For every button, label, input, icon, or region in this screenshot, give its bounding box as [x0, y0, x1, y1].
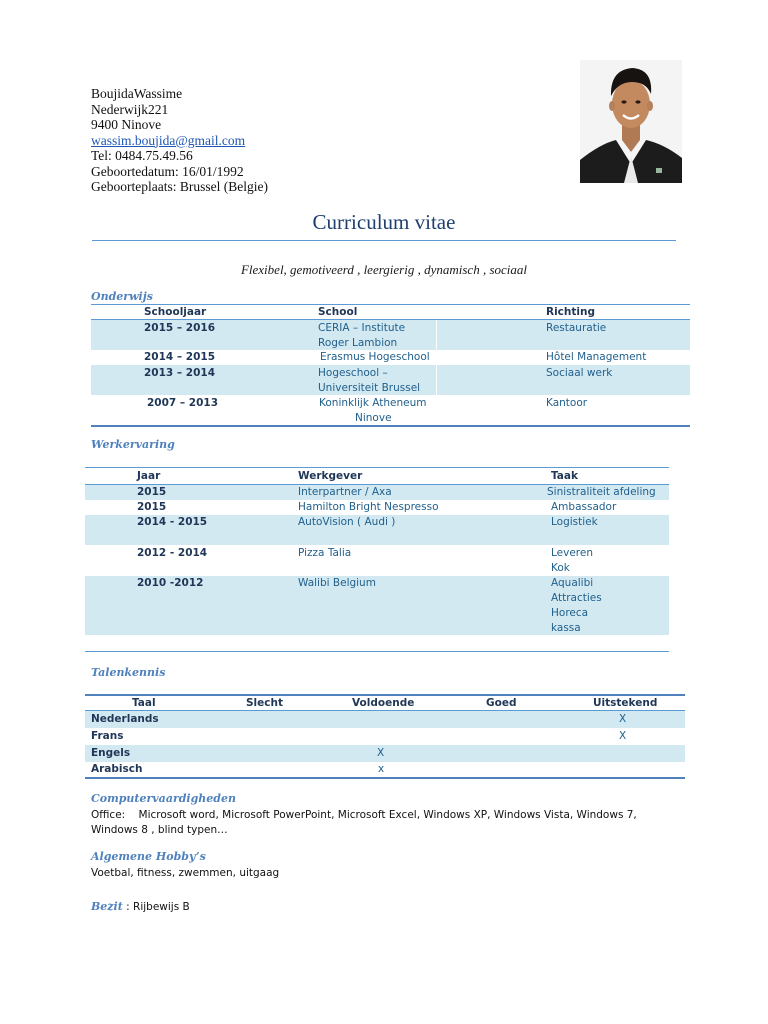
werkervaring-heading: Werkervaring [91, 438, 175, 451]
onderwijs-richting: Hôtel Management [546, 351, 647, 363]
hobbys-heading: Algemene Hobby’s [91, 850, 206, 863]
onderwijs-col-school: School [318, 306, 358, 318]
bezit-colon: : [122, 901, 134, 913]
onderwijs-richting: Sociaal werk [546, 367, 613, 379]
talenkennis-taal: Frans [91, 730, 124, 742]
onderwijs-year: 2014 – 2015 [144, 351, 216, 363]
werkervaring-col-jaar: Jaar [137, 470, 161, 482]
onderwijs-richting: Kantoor [546, 397, 588, 409]
onderwijs-year: 2015 – 2016 [144, 322, 216, 334]
bezit-value: Rijbewijs B [133, 901, 190, 913]
contact-city: 9400 Ninove [91, 117, 162, 132]
page-title: Curriculum vitae [312, 210, 456, 234]
bezit-label: Bezit [91, 900, 123, 913]
computer-text-line2: Windows 8 , blind typen… [91, 824, 228, 836]
werkervaring-taak: Attracties [551, 592, 602, 604]
werkervaring-taak: Logistiek [551, 516, 598, 528]
contact-phone: Tel: 0484.75.49.56 [91, 148, 193, 163]
werkervaring-top-rule [85, 467, 669, 468]
onderwijs-col-schooljaar: Schooljaar [144, 306, 207, 318]
contact-email-link[interactable]: wassim.boujida@gmail.com [91, 132, 246, 148]
talenkennis-col-goed: Goed [486, 697, 517, 709]
table-row [85, 745, 685, 762]
contact-birthdate: Geboortedatum: 16/01/1992 [91, 163, 244, 179]
werkervaring-taak: Horeca [551, 607, 589, 619]
talenkennis-mark: X [619, 730, 627, 742]
onderwijs-school: CERIA – Institute [318, 322, 406, 334]
talenkennis-mark: X [377, 747, 385, 759]
werkervaring-jaar: 2014 - 2015 [137, 516, 208, 528]
onderwijs-school: Universiteit Brussel [318, 382, 421, 394]
werkervaring-jaar: 2015 [137, 486, 167, 498]
werkervaring-bottom-rule [85, 651, 669, 652]
contact-block [91, 86, 268, 195]
talenkennis-col-uitstekend: Uitstekend [593, 697, 658, 709]
talenkennis-col-voldoende: Voldoende [352, 697, 415, 709]
onderwijs-school: Ninove [355, 412, 392, 424]
onderwijs-col-richting: Richting [546, 306, 595, 318]
werkervaring-taak: Ambassador [551, 501, 617, 513]
subtitle: Flexibel, gemotiveerd , leergierig , dynamisch , sociaal [240, 262, 528, 277]
werkervaring-werkgever: Hamilton Bright Nespresso [298, 501, 439, 513]
contact-birthplace: Geboorteplaats: Brussel (Belgie) [91, 179, 268, 194]
row-divider [436, 365, 437, 395]
werkervaring-jaar: 2012 - 2014 [137, 547, 208, 559]
contact-street: Nederwijk221 [91, 101, 169, 117]
werkervaring-werkgever: Interpartner / Axa [298, 486, 392, 498]
werkervaring-jaar: 2015 [137, 501, 167, 513]
onderwijs-bottom-rule [91, 425, 690, 427]
profile-photo [580, 60, 682, 183]
werkervaring-werkgever: Pizza Talia [298, 547, 352, 559]
computer-text-line1: Office: Microsoft word, Microsoft PowerPoint, Microsoft Excel, Windows XP, Windows Vista, Windows 7, [91, 809, 637, 821]
talenkennis-mark: x [378, 763, 385, 775]
talenkennis-bottom-rule [85, 777, 685, 779]
onderwijs-school: Hogeschool – [318, 367, 388, 379]
onderwijs-year: 2007 – 2013 [147, 397, 219, 409]
werkervaring-taak: Leveren [551, 547, 593, 559]
werkervaring-taak: Kok [551, 562, 570, 574]
werkervaring-col-taak: Taak [551, 470, 578, 482]
werkervaring-taak: Aqualibi [551, 577, 594, 589]
bezit-line [91, 895, 190, 915]
talenkennis-col-taal: Taal [132, 697, 156, 709]
werkervaring-taak: Sinistraliteit afdeling [547, 486, 656, 498]
onderwijs-school: Roger Lambion [318, 337, 398, 349]
hobbys-text: Voetbal, fitness, zwemmen, uitgaag [91, 867, 280, 879]
onderwijs-school: Erasmus Hogeschool [320, 351, 430, 363]
werkervaring-col-werkgever: Werkgever [298, 470, 363, 482]
werkervaring-werkgever: AutoVision ( Audi ) [298, 516, 396, 528]
talenkennis-taal: Engels [91, 747, 131, 759]
contact-name: BoujidaWassime [91, 86, 183, 101]
onderwijs-heading: Onderwijs [91, 290, 153, 303]
talenkennis-col-slecht: Slecht [246, 697, 284, 709]
talenkennis-taal: Arabisch [91, 763, 143, 775]
werkervaring-taak: kassa [551, 622, 581, 634]
table-row [85, 711, 685, 728]
computer-heading: Computervaardigheden [91, 792, 236, 805]
werkervaring-jaar: 2010 -2012 [137, 577, 204, 589]
talenkennis-heading: Talenkennis [91, 666, 166, 679]
talenkennis-taal: Nederlands [91, 713, 159, 725]
onderwijs-year: 2013 – 2014 [144, 367, 216, 379]
row-divider [436, 320, 437, 350]
title-divider [92, 240, 676, 241]
onderwijs-school: Koninklijk Atheneum [319, 397, 427, 409]
werkervaring-werkgever: Walibi Belgium [298, 577, 376, 589]
onderwijs-richting: Restauratie [546, 322, 607, 334]
talenkennis-mark: X [619, 713, 627, 725]
